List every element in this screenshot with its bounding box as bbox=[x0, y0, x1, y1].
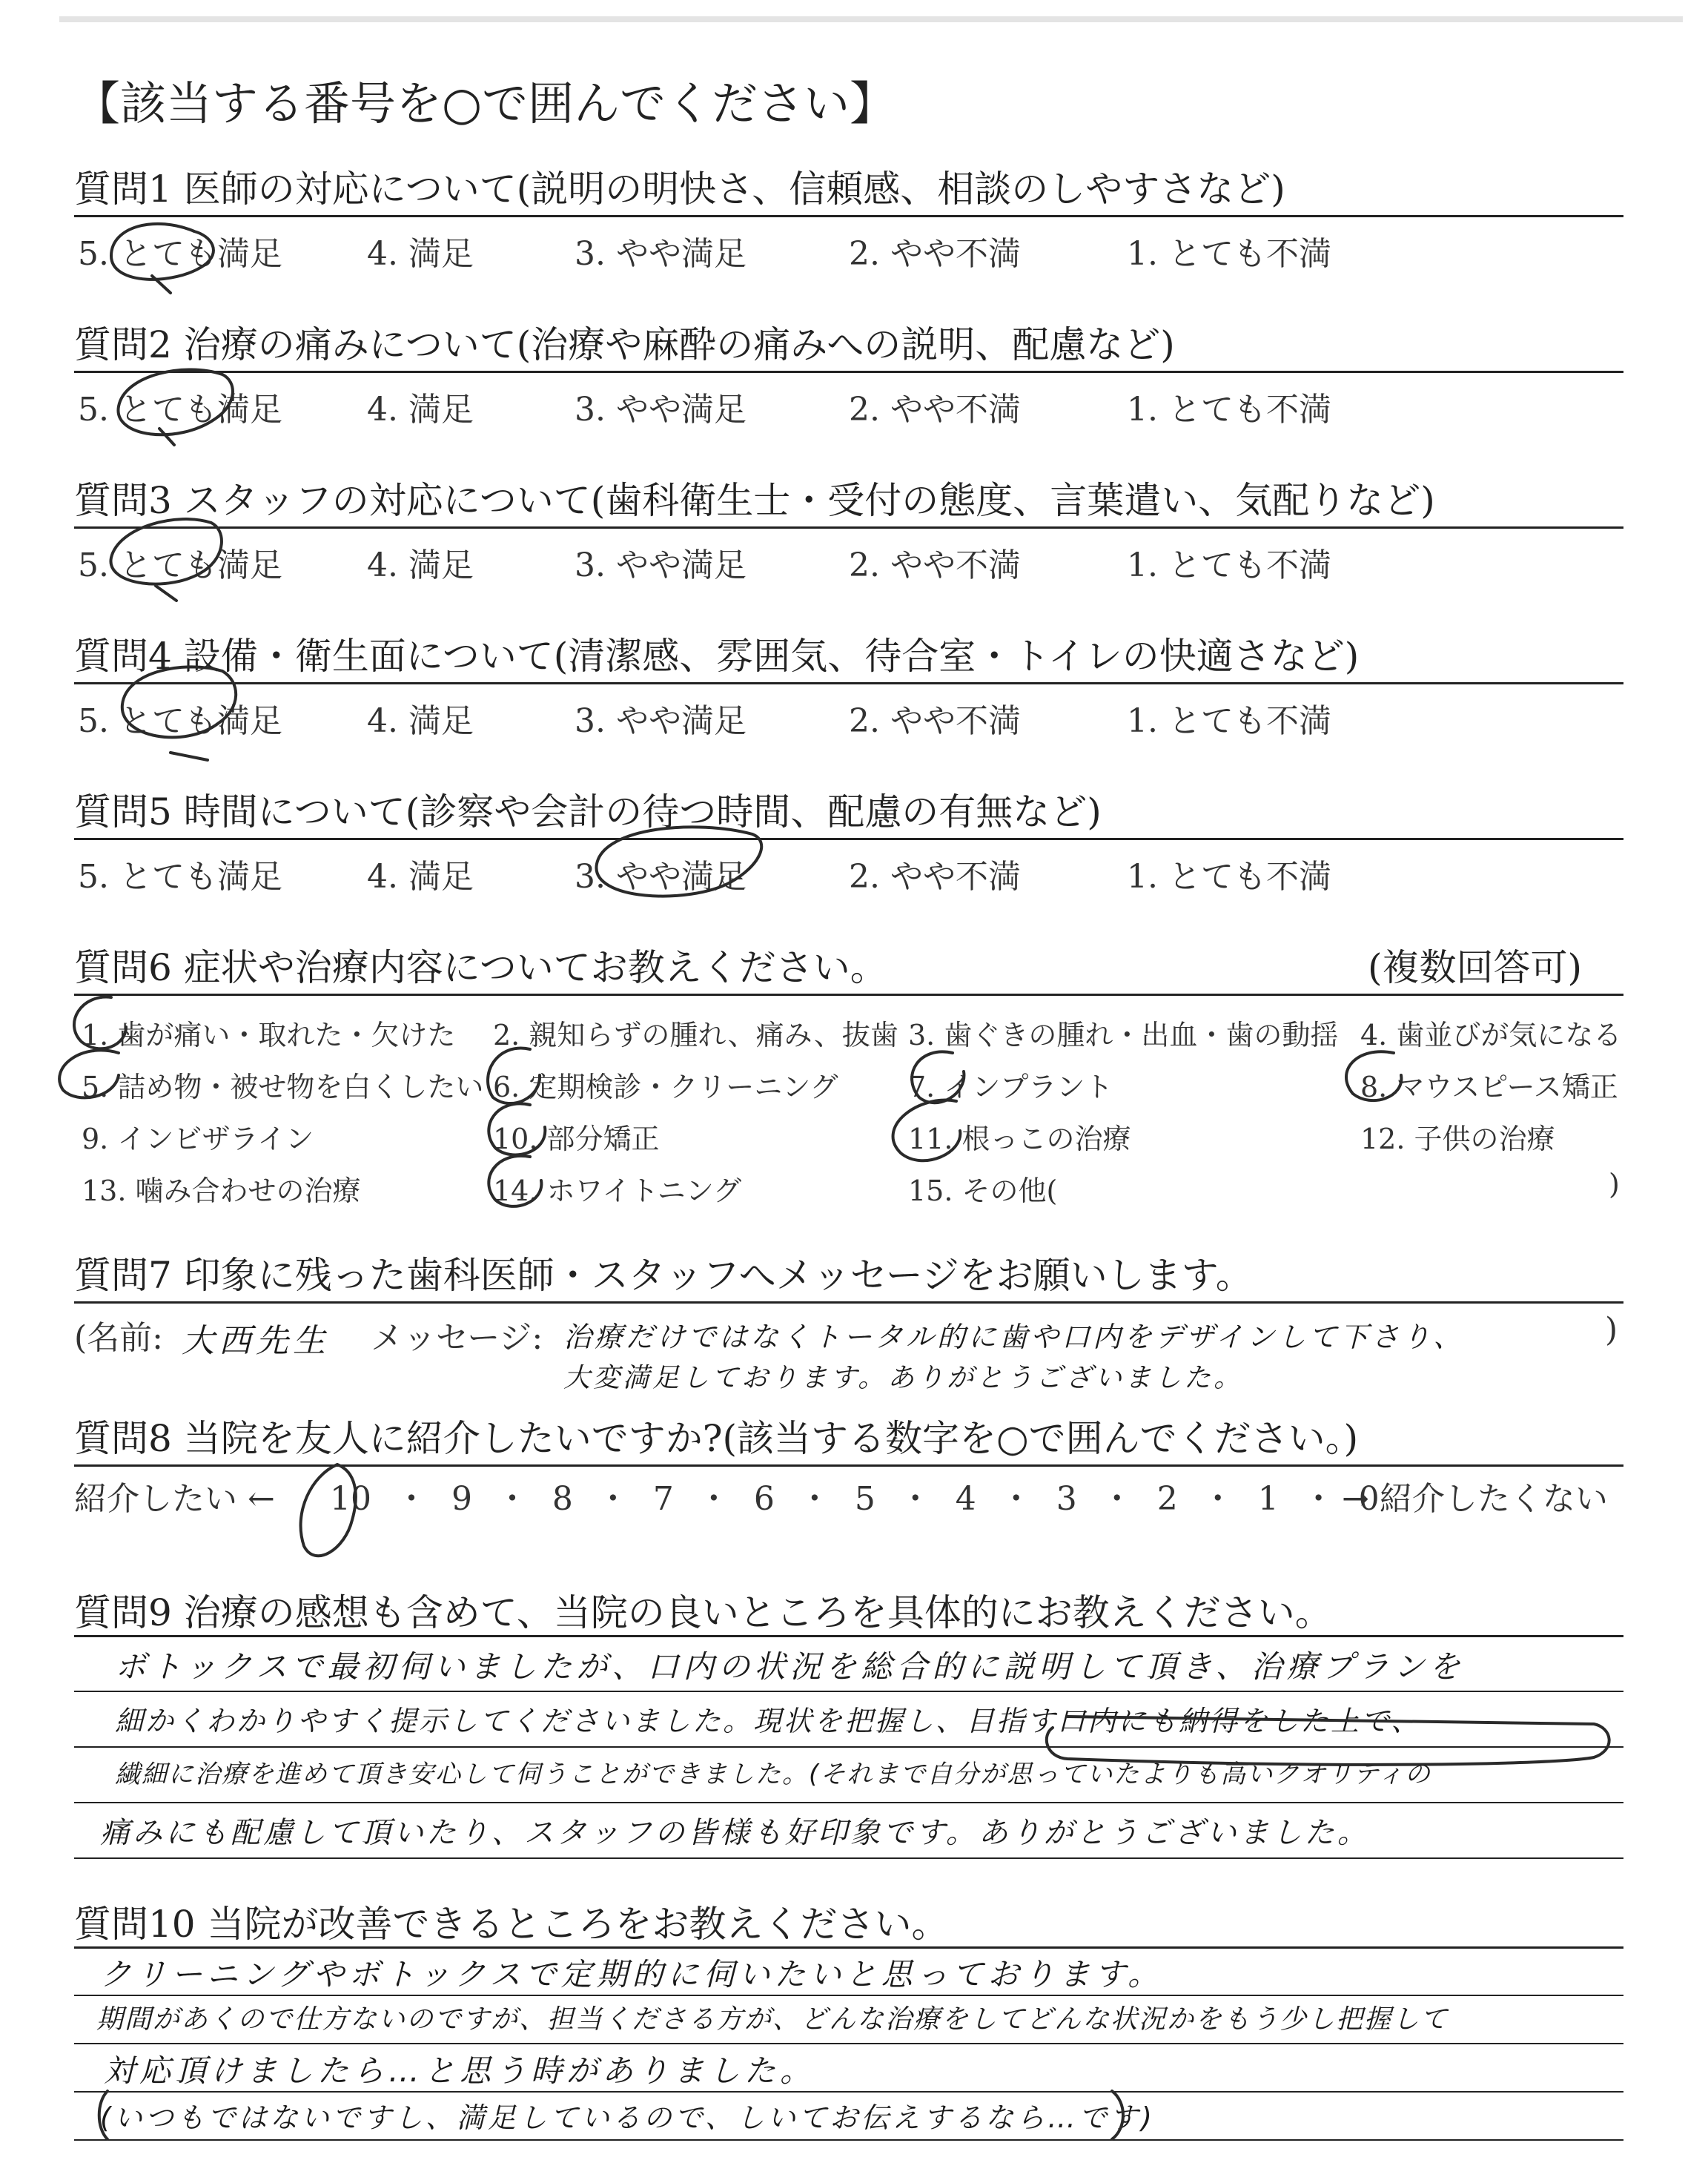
q5-option-3[interactable]: 3. やや満足 bbox=[575, 858, 747, 896]
q6-option-4[interactable]: 4. 歯並びが気になる bbox=[1360, 1019, 1622, 1051]
q3-option-2[interactable]: 2. やや不満 bbox=[849, 546, 1021, 584]
writing-line bbox=[74, 1746, 1623, 1748]
q9-line-4: 痛みにも配慮して頂いたり、スタッフの皆様も好印象です。ありがとうございました。 bbox=[100, 1816, 1370, 1850]
writing-line bbox=[74, 2043, 1623, 2044]
q2-option-5[interactable]: 5. とても満足 bbox=[78, 391, 282, 429]
scan-edge bbox=[59, 16, 1683, 22]
recommend-right-label: → 紹介したくない bbox=[1342, 1480, 1608, 1518]
q6-option-5[interactable]: 5. 詰め物・被せ物を白くしたい bbox=[82, 1071, 484, 1103]
message-close-paren: ) bbox=[1605, 1311, 1618, 1349]
q5-option-4[interactable]: 4. 満足 bbox=[367, 858, 474, 896]
divider bbox=[74, 994, 1623, 996]
q1-option-1[interactable]: 1. とても不満 bbox=[1127, 235, 1331, 273]
question-2-title: 質問2 治療の痛みについて(治療や麻酔の痛みへの説明、配慮など) bbox=[74, 323, 1175, 366]
q9-line-3: 繊細に治療を進めて頂き安心して伺うことができました。(それまで自分が思っていたよりも高いクオリティの bbox=[115, 1760, 1431, 1789]
name-label: (名前: bbox=[74, 1319, 163, 1357]
q4-option-4[interactable]: 4. 満足 bbox=[367, 702, 474, 740]
q4-option-1[interactable]: 1. とても不満 bbox=[1127, 702, 1331, 740]
q1-option-5[interactable]: 5. とても満足 bbox=[78, 235, 282, 273]
q4-option-2[interactable]: 2. やや不満 bbox=[849, 702, 1021, 740]
q6-option-14[interactable]: 14. ホワイトニング bbox=[493, 1175, 742, 1207]
q2-option-3[interactable]: 3. やや満足 bbox=[575, 391, 747, 429]
question-4-title: 質問4 設備・衛生面について(清潔感、雰囲気、待合室・トイレの快適さなど) bbox=[74, 635, 1360, 678]
writing-line bbox=[74, 1857, 1623, 1859]
q6-option-7[interactable]: 7. インプラント bbox=[908, 1071, 1113, 1103]
q9-line-2: 細かくわかりやすく提示してくださいました。現状を把握し、目指す口内にも納得をした上で、 bbox=[115, 1705, 1422, 1737]
divider bbox=[74, 1635, 1623, 1637]
q5-option-2[interactable]: 2. やや不満 bbox=[849, 858, 1021, 896]
q4-option-3[interactable]: 3. やや満足 bbox=[575, 702, 747, 740]
other-close-paren: ) bbox=[1609, 1168, 1620, 1200]
divider bbox=[74, 526, 1623, 529]
divider bbox=[74, 1946, 1623, 1949]
q6-option-12[interactable]: 12. 子供の治療 bbox=[1360, 1123, 1555, 1155]
divider bbox=[74, 371, 1623, 373]
message-line-2: 大変満足しております。ありがとうございました。 bbox=[563, 1363, 1244, 1393]
q2-option-1[interactable]: 1. とても不満 bbox=[1127, 391, 1331, 429]
q6-option-11[interactable]: 11. 根っこの治療 bbox=[908, 1123, 1131, 1155]
q3-option-5[interactable]: 5. とても満足 bbox=[78, 546, 282, 584]
q1-option-2[interactable]: 2. やや不満 bbox=[849, 235, 1021, 273]
q1-option-3[interactable]: 3. やや満足 bbox=[575, 235, 747, 273]
divider bbox=[74, 1301, 1623, 1304]
question-10-title: 質問10 当院が改善できるところをお教えください。 bbox=[74, 1903, 949, 1946]
multiple-answer-note: (複数回答可) bbox=[1368, 946, 1583, 989]
question-7-title: 質問7 印象に残った歯科医師・スタッフへメッセージをお願いします。 bbox=[74, 1254, 1253, 1297]
question-8-title: 質問8 当院を友人に紹介したいですか?(該当する数字を○で囲んでください。) bbox=[74, 1417, 1359, 1460]
q10-line-2: 期間があくので仕方ないのですが、担当くださる方が、どんな治療をしてどんな状況かをもう少し把握して bbox=[96, 2004, 1449, 2035]
q6-option-1[interactable]: 1. 歯が痛い・取れた・欠けた bbox=[82, 1019, 456, 1051]
message-label: メッセージ: bbox=[371, 1319, 543, 1357]
q6-option-2[interactable]: 2. 親知らずの腫れ、痛み、抜歯 bbox=[493, 1019, 898, 1051]
question-5-title: 質問5 時間について(診察や会計の待つ時間、配慮の有無など) bbox=[74, 790, 1102, 833]
q6-option-9[interactable]: 9. インビザライン bbox=[82, 1123, 314, 1155]
question-3-title: 質問3 スタッフの対応について(歯科衛生士・受付の態度、言葉遣い、気配りなど) bbox=[74, 479, 1435, 522]
q3-option-1[interactable]: 1. とても不満 bbox=[1127, 546, 1331, 584]
writing-line bbox=[74, 2139, 1623, 2141]
divider bbox=[74, 838, 1623, 840]
q4-option-5[interactable]: 5. とても満足 bbox=[78, 702, 282, 740]
q5-option-5[interactable]: 5. とても満足 bbox=[78, 858, 282, 896]
q3-option-3[interactable]: 3. やや満足 bbox=[575, 546, 747, 584]
q2-option-2[interactable]: 2. やや不満 bbox=[849, 391, 1021, 429]
writing-line bbox=[74, 1995, 1623, 1996]
q10-line-1: クリーニングやボトックスで定期的に伺いたいと思っております。 bbox=[100, 1956, 1164, 1992]
q6-option-10[interactable]: 10. 部分矯正 bbox=[493, 1123, 660, 1155]
q6-option-6[interactable]: 6. 定期検診・クリーニング bbox=[493, 1071, 838, 1103]
question-1-title: 質問1 医師の対応について(説明の明快さ、信頼感、相談のしやすさなど) bbox=[74, 168, 1285, 211]
question-9-title: 質問9 治療の感想も含めて、当院の良いところを具体的にお教えください。 bbox=[74, 1591, 1332, 1634]
divider bbox=[74, 215, 1623, 217]
writing-line bbox=[74, 2091, 1623, 2093]
writing-line bbox=[74, 1691, 1623, 1692]
q5-option-1[interactable]: 1. とても不満 bbox=[1127, 858, 1331, 896]
q6-option-13[interactable]: 13. 噛み合わせの治療 bbox=[82, 1175, 361, 1207]
q10-line-4: (いつもではないですし、満足しているので、しいてお伝えするなら…です) bbox=[100, 2101, 1155, 2134]
q10-line-3: 対応頂けましたら…と思う時がありました。 bbox=[104, 2052, 816, 2089]
q6-option-15[interactable]: 15. その他( bbox=[908, 1175, 1058, 1207]
staff-name-handwritten: 大西先生 bbox=[182, 1322, 330, 1360]
divider bbox=[74, 682, 1623, 684]
q3-option-4[interactable]: 4. 満足 bbox=[367, 546, 474, 584]
form-instruction: 【該当する番号を○で囲んでください】 bbox=[74, 76, 896, 131]
q9-line-1: ボトックスで最初伺いましたが、口内の状況を総合的に説明して頂き、治療プランを bbox=[115, 1648, 1465, 1685]
q6-option-8[interactable]: 8. マウスピース矯正 bbox=[1360, 1071, 1618, 1103]
recommend-scale[interactable]: 10 ・ 9 ・ 8 ・ 7 ・ 6 ・ 5 ・ 4 ・ 3 ・ 2 ・ 1 ・ 0 bbox=[330, 1480, 1380, 1518]
writing-line bbox=[74, 1802, 1623, 1803]
q6-option-3[interactable]: 3. 歯ぐきの腫れ・出血・歯の動揺 bbox=[908, 1019, 1339, 1051]
recommend-left-label: 紹介したい ← bbox=[74, 1480, 275, 1518]
question-6-title: 質問6 症状や治療内容についてお教えください。 bbox=[74, 946, 887, 989]
message-line-1: 治療だけではなくトータル的に歯や口内をデザインして下さり、 bbox=[563, 1321, 1465, 1353]
q1-option-4[interactable]: 4. 満足 bbox=[367, 235, 474, 273]
divider bbox=[74, 1464, 1623, 1467]
q2-option-4[interactable]: 4. 満足 bbox=[367, 391, 474, 429]
